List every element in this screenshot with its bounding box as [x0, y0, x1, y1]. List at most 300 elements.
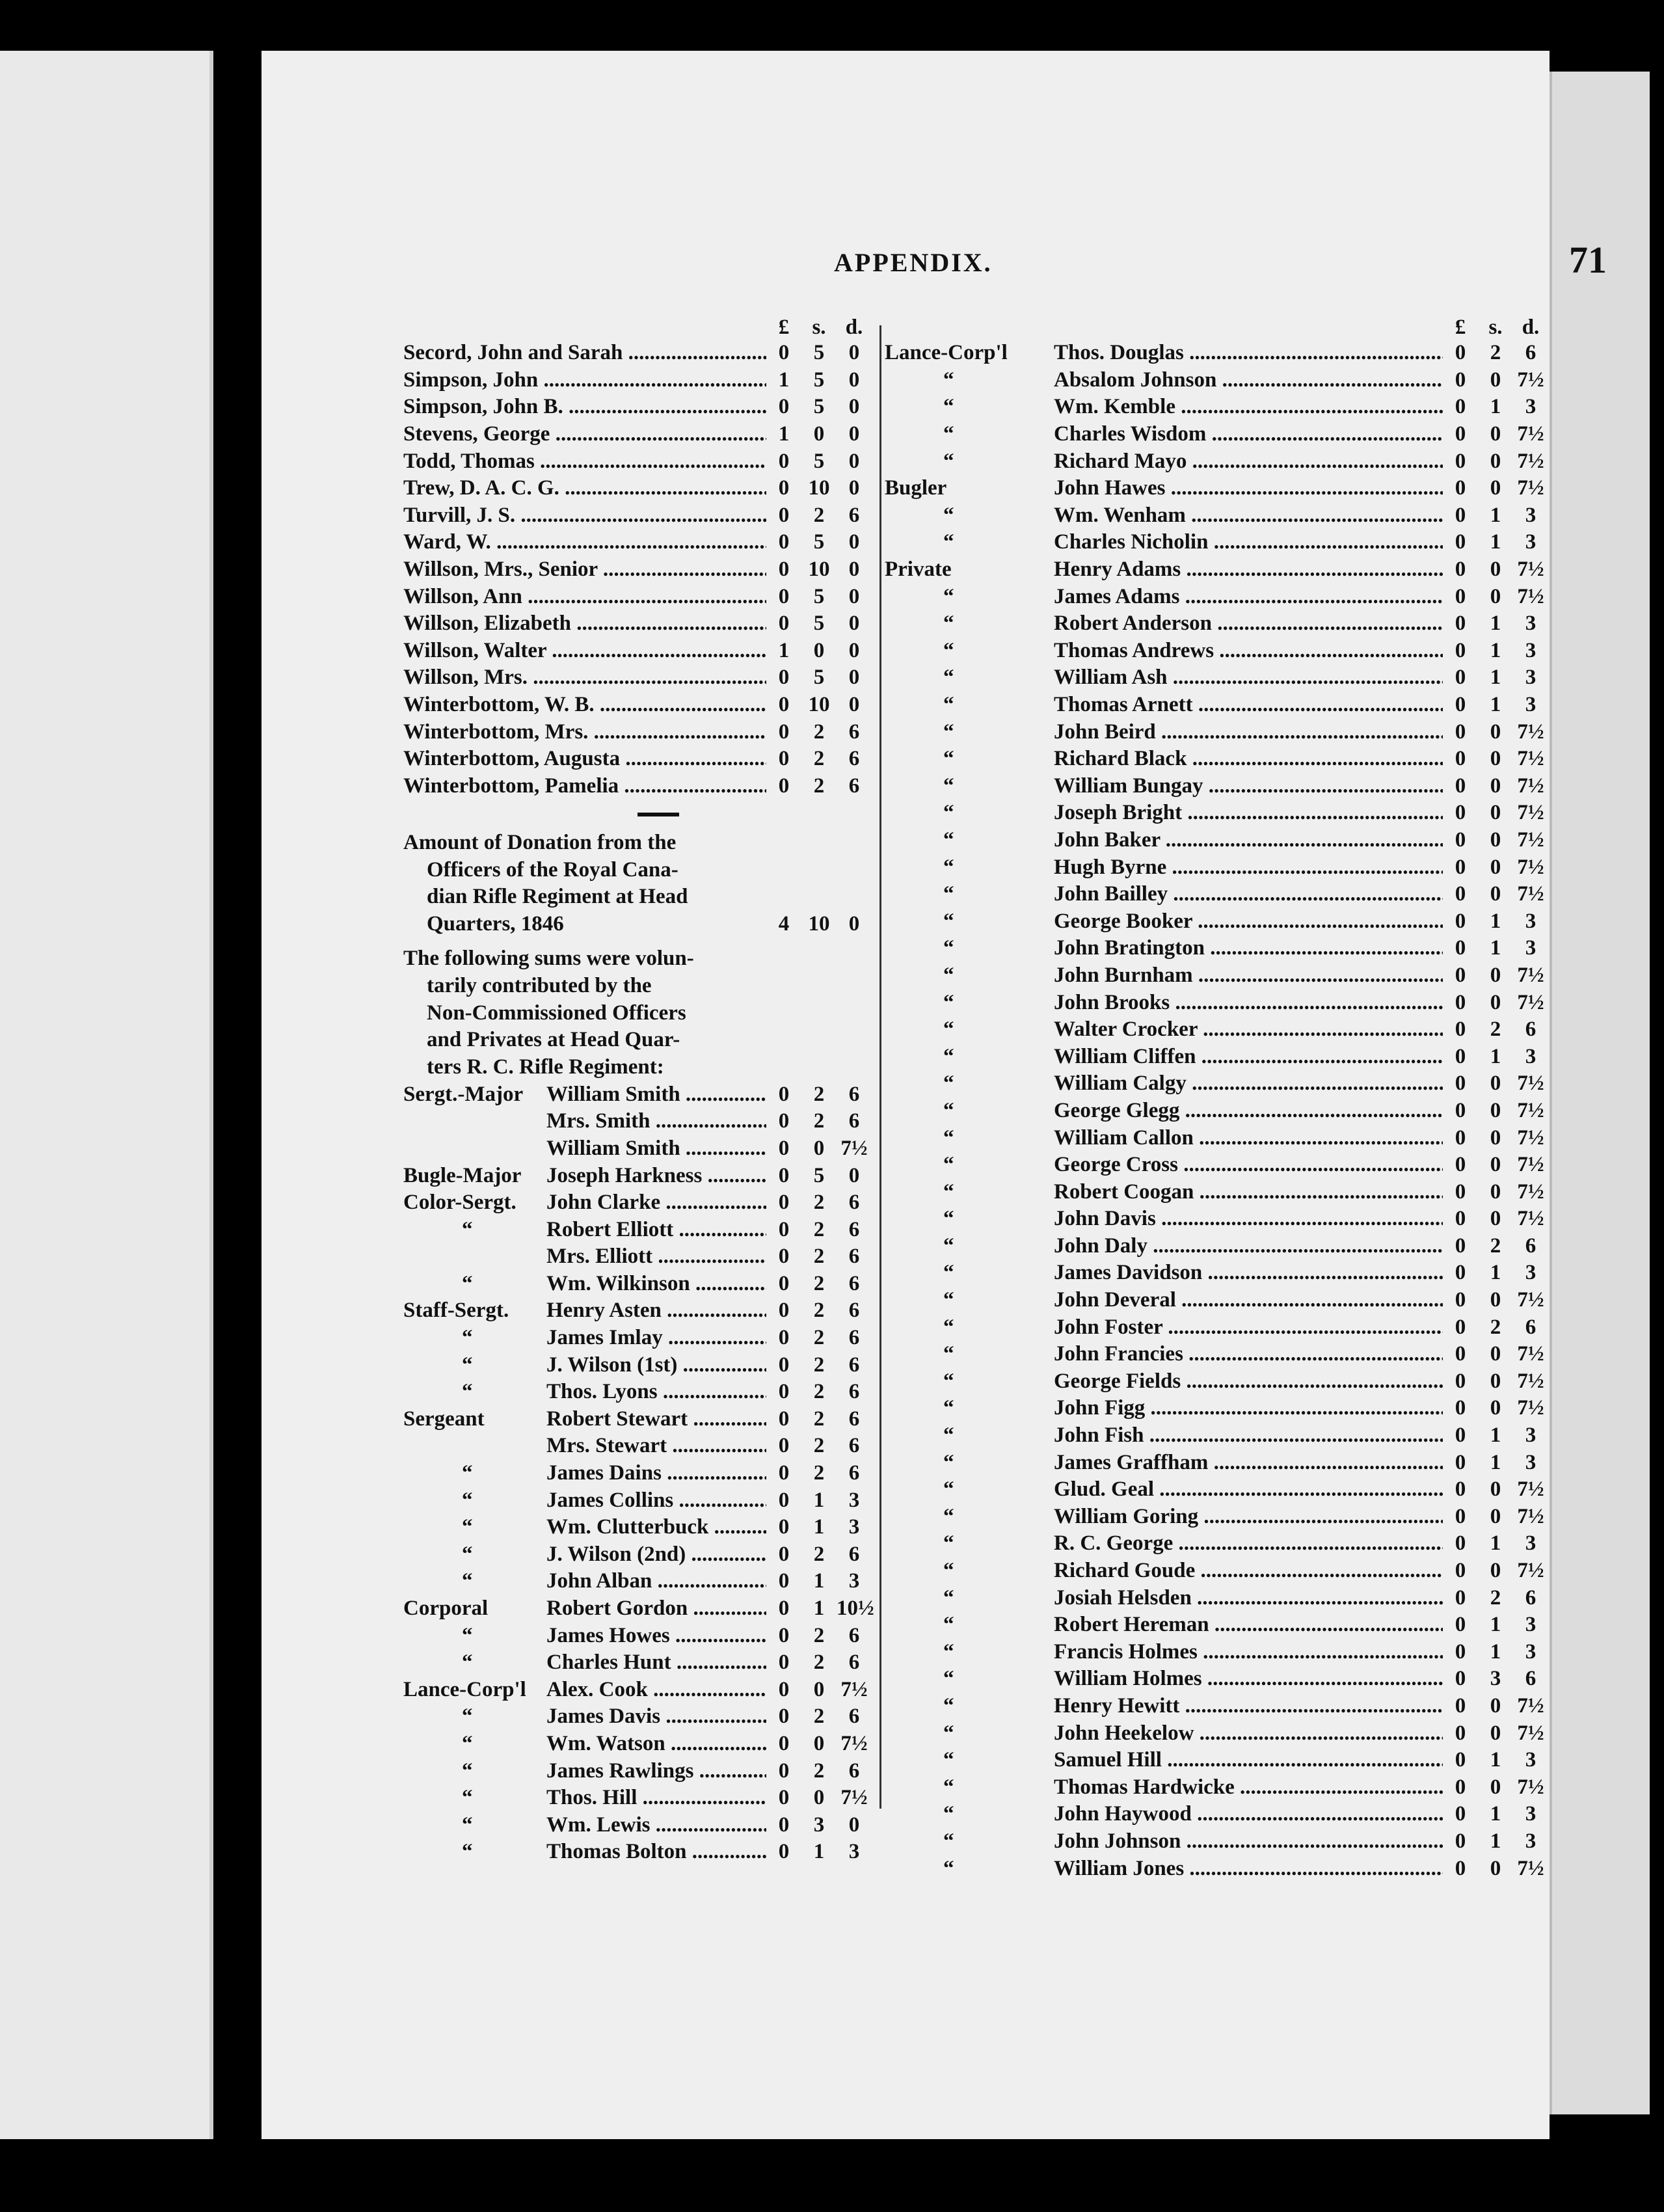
amount-shillings: 2	[813, 1326, 825, 1350]
amount-pence: 0	[848, 449, 860, 473]
amount-shillings: 1	[1490, 936, 1501, 960]
amount-cells	[766, 1732, 872, 1756]
member-name: Wm. Wenham .....	[1054, 504, 1443, 528]
member-name: Glud. Geal .....	[1054, 1477, 1443, 1502]
text-line: Amount of Donation from the	[403, 831, 677, 855]
amount-pounds: 1	[778, 638, 790, 662]
amount-pounds: 0	[1455, 1180, 1466, 1204]
rank-label: “	[943, 530, 954, 554]
rank-label: “	[943, 720, 954, 744]
amount-shillings: 2	[813, 1407, 825, 1431]
amount-pence: 6	[848, 1542, 860, 1566]
amount-pounds: 0	[1455, 1802, 1466, 1826]
private-row	[885, 692, 1548, 719]
amount-pence: 0	[848, 666, 860, 690]
nco-row	[403, 1406, 872, 1433]
amount-cells	[1443, 693, 1548, 717]
amount-pounds: 0	[1455, 1153, 1466, 1177]
amount-pence: 3	[1525, 1450, 1537, 1474]
amount-shillings: 5	[813, 1163, 825, 1187]
amount-shillings: 2	[813, 720, 825, 744]
amount-cells	[766, 1191, 872, 1215]
amount-cells	[1443, 828, 1548, 852]
amount-shillings: 1	[1490, 612, 1501, 636]
amount-cells	[766, 1109, 872, 1133]
amount-cells	[1443, 1315, 1548, 1340]
amount-cells	[766, 341, 872, 365]
private-row	[885, 854, 1548, 881]
amount-cells	[1443, 1559, 1548, 1583]
amount-pounds: 0	[1455, 720, 1466, 744]
amount-pence: 7½	[1517, 747, 1544, 771]
amount-pence: 3	[1525, 395, 1537, 419]
amount-pence: 0	[848, 558, 860, 582]
amount-pence: 0	[848, 395, 860, 419]
amount-pence: 6	[848, 1245, 860, 1269]
amount-cells	[766, 558, 872, 582]
private-row	[885, 1639, 1548, 1666]
subscriber-row	[403, 394, 872, 421]
amount-shillings: 0	[1490, 558, 1501, 582]
amount-cells	[766, 720, 872, 744]
private-row	[885, 394, 1548, 421]
private-row	[885, 1855, 1548, 1882]
amount-cells	[766, 368, 872, 392]
amount-pence: 3	[1525, 638, 1537, 662]
member-name: John Figg .....	[1054, 1396, 1443, 1420]
member-name: Wm. Kemble .....	[1054, 395, 1443, 419]
rank-label: “	[943, 503, 954, 527]
private-row	[885, 773, 1548, 800]
private-row	[885, 989, 1548, 1016]
amount-shillings: 2	[813, 1461, 825, 1485]
amount-pounds: 0	[778, 1786, 790, 1810]
amount-pounds: 0	[778, 1109, 790, 1133]
nco-row	[403, 1216, 872, 1243]
text-line: tarily contributed by the	[427, 974, 652, 998]
amount-cells	[766, 1164, 872, 1188]
amount-cells	[766, 1083, 872, 1107]
amount-shillings: 0	[1490, 476, 1501, 500]
amount-pence: 6	[1525, 1018, 1537, 1042]
rank-label: Bugle-Major	[403, 1163, 522, 1187]
amount-pounds: 0	[1455, 1856, 1466, 1880]
member-name: James Graffham .....	[1054, 1451, 1443, 1475]
subscriber-name: Simpson, John .....	[403, 368, 766, 392]
amount-shillings: 10	[808, 912, 830, 936]
amount-pounds: 0	[1455, 1098, 1466, 1122]
member-name: Henry Adams .....	[1054, 558, 1443, 582]
amount-cells	[1443, 1531, 1548, 1556]
rank-label: “	[943, 1234, 954, 1258]
amount-shillings: 0	[1490, 1126, 1501, 1150]
amount-pence: 3	[848, 1569, 860, 1593]
amount-pounds: 0	[778, 1299, 790, 1323]
rank-label: Corporal	[403, 1597, 489, 1621]
amount-pence: 6	[1525, 1585, 1537, 1610]
member-name: J. Wilson (1st) .....	[546, 1353, 766, 1377]
amount-shillings: 2	[813, 503, 825, 527]
amount-pence: 0	[848, 693, 860, 717]
amount-cells	[1443, 1018, 1548, 1042]
facing-page-edge	[0, 51, 213, 2139]
nco-row	[403, 1433, 872, 1460]
member-name: John Davis .....	[1054, 1207, 1443, 1231]
amount-pounds: 0	[1455, 449, 1466, 473]
amount-shillings: 1	[1490, 530, 1501, 554]
amount-cells	[1443, 341, 1548, 365]
rank-label: “	[943, 1153, 954, 1177]
amount-shillings: 2	[813, 1217, 825, 1241]
rank-label: “	[943, 1504, 954, 1528]
amount-pounds: 0	[1455, 1207, 1466, 1231]
rank-label: “	[943, 395, 954, 419]
amount-pence: 7½	[1517, 1477, 1544, 1502]
rank-label: “	[462, 1705, 473, 1729]
amount-shillings: 0	[1490, 855, 1501, 879]
amount-pounds: 0	[778, 1677, 790, 1701]
amount-pounds: 0	[778, 1434, 790, 1458]
amount-pence: 0	[848, 1163, 860, 1187]
subscriber-row	[403, 475, 872, 502]
amount-cells	[766, 774, 872, 798]
amount-pounds: 0	[1455, 1585, 1466, 1610]
amount-shillings: 1	[1490, 503, 1501, 527]
nco-row	[403, 1622, 872, 1649]
member-name: James Dains .....	[546, 1461, 766, 1485]
amount-shillings: 0	[1490, 368, 1501, 392]
amount-shillings: 1	[1490, 1802, 1501, 1826]
amount-shillings: 0	[813, 1786, 825, 1810]
nco-row	[403, 1595, 872, 1623]
private-row	[885, 421, 1548, 448]
subscriber-row	[403, 340, 872, 367]
rank-label: “	[462, 1353, 473, 1377]
private-row	[885, 1774, 1548, 1801]
amount-pence: 7½	[1517, 1098, 1544, 1122]
rank-label: “	[943, 612, 954, 636]
subscriber-name: Turvill, J. S. .....	[403, 504, 766, 528]
shillings-heading: s.	[812, 316, 826, 339]
amount-shillings: 1	[1490, 909, 1501, 933]
amount-shillings: 0	[1490, 1369, 1501, 1393]
amount-pence: 0	[848, 368, 860, 392]
private-row	[885, 1558, 1548, 1585]
amount-pounds: 0	[1455, 503, 1466, 527]
subscriber-list	[403, 340, 872, 800]
column-rule	[879, 325, 881, 1809]
text-line: The following sums were volun-	[403, 947, 694, 971]
private-row	[885, 610, 1548, 638]
amount-cells	[1443, 1234, 1548, 1258]
amount-pence: 7½	[1517, 963, 1544, 987]
amount-pence: 6	[848, 1191, 860, 1215]
amount-pence: 7½	[840, 1731, 868, 1755]
rank-label: “	[943, 1802, 954, 1826]
amount-pounds: 0	[1455, 1072, 1466, 1096]
private-row	[885, 827, 1548, 854]
amount-shillings: 5	[813, 584, 825, 608]
private-row	[885, 664, 1548, 692]
amount-pence: 7½	[1517, 1180, 1544, 1204]
amount-shillings: 0	[1490, 720, 1501, 744]
text-line: Quarters, 1846	[427, 911, 564, 936]
member-name: Wm. Wilkinson .....	[546, 1272, 766, 1296]
amount-pounds: 0	[1455, 693, 1466, 717]
nco-row	[403, 1243, 872, 1271]
amount-shillings: 0	[1490, 774, 1501, 798]
amount-pence: 6	[848, 1271, 860, 1295]
amount-pounds: 0	[778, 612, 790, 636]
amount-pence: 3	[1525, 909, 1537, 933]
amount-pounds: 0	[778, 1217, 790, 1241]
amount-shillings: 0	[1490, 882, 1501, 906]
amount-pence: 7½	[1517, 801, 1544, 825]
amount-pence: 3	[1525, 1261, 1537, 1285]
member-name: Joseph Harkness .....	[546, 1164, 766, 1188]
amount-pounds: 0	[1455, 828, 1466, 852]
private-row	[885, 1530, 1548, 1558]
amount-shillings: 5	[813, 666, 825, 690]
subscriber-name: Willson, Elizabeth .....	[403, 612, 766, 636]
amount-pounds: 0	[1455, 1044, 1466, 1068]
member-name: Richard Goude .....	[1054, 1559, 1443, 1583]
amount-shillings: 1	[1490, 1829, 1501, 1853]
amount-cells	[1443, 910, 1548, 934]
amount-pence: 6	[1525, 341, 1537, 365]
amount-pounds: 0	[778, 1245, 790, 1269]
member-name: John Baker .....	[1054, 828, 1443, 852]
rank-label: “	[943, 422, 954, 446]
member-name: Thomas Hardwicke .....	[1054, 1775, 1443, 1800]
member-name: Wm. Lewis .....	[546, 1813, 766, 1837]
amount-pence: 0	[848, 584, 860, 608]
amount-pence: 3	[1525, 530, 1537, 554]
amount-cells	[1443, 1613, 1548, 1637]
privates-list	[885, 340, 1548, 1882]
amount-cells	[766, 1489, 872, 1513]
amount-cells	[766, 1569, 872, 1593]
amount-pence: 3	[1525, 1639, 1537, 1664]
member-name: John Daly .....	[1054, 1234, 1443, 1258]
member-name: Thomas Arnett .....	[1054, 693, 1443, 717]
amount-pounds: 0	[1455, 1450, 1466, 1474]
amount-shillings: 2	[1490, 1315, 1501, 1339]
private-row	[885, 556, 1548, 584]
amount-cells	[766, 585, 872, 609]
member-name: Henry Hewitt .....	[1054, 1694, 1443, 1718]
rank-label: “	[943, 936, 954, 960]
member-name: Richard Black .....	[1054, 747, 1443, 771]
officers-donation	[403, 830, 872, 937]
text-line: dian Rifle Regiment at Head	[427, 885, 688, 909]
member-name: James Imlay .....	[546, 1326, 766, 1350]
rank-label: “	[462, 1623, 473, 1647]
amount-pence: 0	[848, 912, 860, 936]
amount-cells	[1443, 1126, 1548, 1150]
amount-pounds: 0	[778, 1542, 790, 1566]
amount-shillings: 2	[813, 1245, 825, 1269]
rank-label: “	[462, 1569, 473, 1593]
money-heading	[885, 312, 1548, 340]
subscriber-name: Winterbottom, Pamelia .....	[403, 774, 766, 798]
amount-pence: 0	[848, 476, 860, 500]
rank-label: “	[943, 801, 954, 825]
amount-pounds: 0	[778, 1163, 790, 1187]
amount-pence: 0	[848, 530, 860, 554]
amount-shillings: 5	[813, 341, 825, 365]
member-name: J. Wilson (2nd) .....	[546, 1543, 766, 1567]
amount-pence: 3	[1525, 693, 1537, 717]
amount-pence: 7½	[1517, 1721, 1544, 1745]
rank-label: “	[943, 774, 954, 798]
nco-row	[403, 1162, 872, 1189]
nco-row	[403, 1460, 872, 1487]
amount-cells	[1443, 368, 1548, 392]
amount-pounds: 0	[1455, 1693, 1466, 1718]
amount-cells	[1443, 1423, 1548, 1448]
member-name: James Collins .....	[546, 1489, 766, 1513]
amount-pounds: 0	[1455, 476, 1466, 500]
amount-pence: 6	[848, 1705, 860, 1729]
private-row	[885, 746, 1548, 773]
amount-shillings: 5	[813, 612, 825, 636]
rank-label: “	[943, 1018, 954, 1042]
private-row	[885, 475, 1548, 502]
pounds-heading: £	[1455, 316, 1466, 339]
private-row	[885, 881, 1548, 908]
amount-shillings: 2	[813, 1353, 825, 1377]
amount-pounds: 0	[1455, 1748, 1466, 1772]
subscriber-name: Willson, Ann .....	[403, 585, 766, 609]
private-row	[885, 1476, 1548, 1504]
amount-cells	[1443, 1829, 1548, 1854]
amount-pounds: 0	[1455, 990, 1466, 1014]
amount-cells	[1443, 1775, 1548, 1800]
rank-label: “	[943, 1559, 954, 1583]
nco-row	[403, 1514, 872, 1541]
member-name: John Bratington .....	[1054, 936, 1443, 960]
rank-label: Lance-Corp'l	[403, 1677, 526, 1701]
nco-row	[403, 1649, 872, 1677]
amount-shillings: 0	[1490, 1098, 1501, 1122]
rank-label: “	[943, 1180, 954, 1204]
amount-shillings: 2	[813, 774, 825, 798]
amount-pence: 3	[1525, 1613, 1537, 1637]
nco-row	[403, 1271, 872, 1298]
amount-shillings: 1	[1490, 1639, 1501, 1664]
member-name: John Foster .....	[1054, 1315, 1443, 1340]
subscriber-row	[403, 638, 872, 665]
amount-pence: 6	[848, 1461, 860, 1485]
amount-shillings: 1	[1490, 1261, 1501, 1285]
nco-row	[403, 1189, 872, 1217]
amount-pounds: 0	[1455, 368, 1466, 392]
amount-pence: 6	[848, 1759, 860, 1783]
amount-cells	[766, 1678, 872, 1702]
amount-pence: 3	[1525, 936, 1537, 960]
amount-shillings: 0	[1490, 990, 1501, 1014]
private-row	[885, 1720, 1548, 1747]
amount-cells	[1443, 1369, 1548, 1394]
nco-row	[403, 1135, 872, 1163]
private-row	[885, 583, 1548, 610]
amount-pounds: 0	[1455, 1613, 1466, 1637]
nco-row	[403, 1677, 872, 1704]
private-row	[885, 1070, 1548, 1098]
rank-label: “	[943, 963, 954, 987]
amount-shillings: 0	[1490, 1342, 1501, 1366]
amount-shillings: 2	[813, 1759, 825, 1783]
amount-pounds: 0	[1455, 1477, 1466, 1502]
amount-pence: 7½	[1517, 476, 1544, 500]
member-name: Mrs. Stewart .....	[546, 1434, 766, 1458]
amount-pence: 7½	[1517, 774, 1544, 798]
rank-label: “	[943, 1044, 954, 1068]
member-name: Richard Mayo .....	[1054, 450, 1443, 474]
private-row	[885, 1178, 1548, 1206]
amount-cells	[1443, 747, 1548, 771]
subscriber-row	[403, 529, 872, 556]
private-row	[885, 367, 1548, 394]
amount-pence: 7½	[1517, 1775, 1544, 1799]
amount-shillings: 0	[813, 422, 825, 446]
private-row	[885, 1368, 1548, 1396]
amount-shillings: 3	[1490, 1667, 1501, 1691]
private-row	[885, 1395, 1548, 1422]
subscriber-row	[403, 746, 872, 773]
amount-shillings: 2	[813, 1109, 825, 1133]
nco-row	[403, 1785, 872, 1812]
nco-row	[403, 1351, 872, 1379]
member-name: Thos. Hill .....	[546, 1786, 766, 1810]
amount-pence: 7½	[1517, 828, 1544, 852]
amount-cells	[1443, 1477, 1548, 1502]
amount-cells	[1443, 964, 1548, 988]
amount-pence: 6	[848, 747, 860, 771]
amount-pounds: 0	[1455, 341, 1466, 365]
member-name: John Clarke .....	[546, 1191, 766, 1215]
amount-pence: 6	[848, 1434, 860, 1458]
member-name: Hugh Byrne .....	[1054, 856, 1443, 880]
amount-cells	[1443, 612, 1548, 636]
member-name: Samuel Hill .....	[1054, 1748, 1443, 1772]
rank-label: “	[462, 1731, 473, 1755]
member-name: John Hawes .....	[1054, 476, 1443, 500]
member-name: Robert Coogan .....	[1054, 1180, 1443, 1204]
amount-pounds: 0	[778, 666, 790, 690]
member-name: John Francies .....	[1054, 1342, 1443, 1366]
rank-label: “	[943, 1829, 954, 1853]
rank-label: “	[943, 1261, 954, 1285]
amount-shillings: 0	[1490, 801, 1501, 825]
amount-cells	[766, 666, 872, 690]
amount-shillings: 5	[813, 368, 825, 392]
subscriber-row	[403, 583, 872, 610]
amount-pounds: 0	[778, 1569, 790, 1593]
amount-pounds: 4	[778, 912, 790, 936]
rank-label: “	[462, 1542, 473, 1566]
subscriber-name: Simpson, John B. .....	[403, 395, 766, 419]
amount-shillings: 2	[813, 1191, 825, 1215]
amount-cells	[766, 1353, 872, 1377]
rank-label: “	[943, 1396, 954, 1420]
subscriber-row	[403, 448, 872, 475]
rank-label: “	[943, 1693, 954, 1718]
amount-shillings: 1	[813, 1569, 825, 1593]
amount-pounds: 0	[1455, 1315, 1466, 1339]
amount-shillings: 0	[1490, 449, 1501, 473]
